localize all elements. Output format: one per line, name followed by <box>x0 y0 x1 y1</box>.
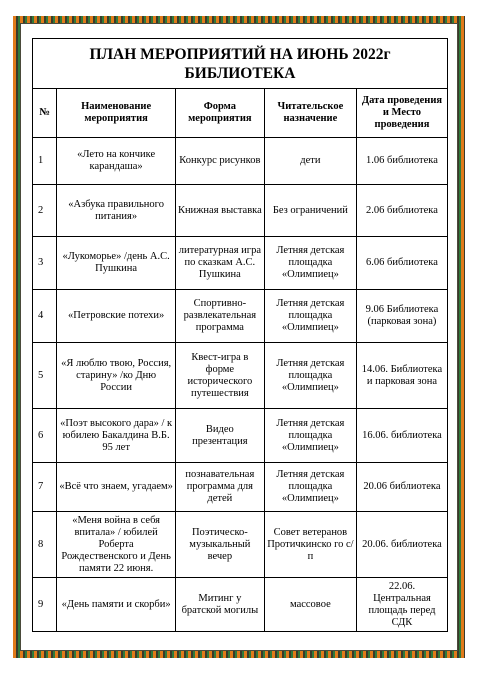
cell-date-place: 6.06 библиотека <box>356 237 447 290</box>
header-num: № <box>33 89 57 138</box>
cell-num: 4 <box>33 290 57 343</box>
cell-audience: Летняя детская площадка «Олимпиец» <box>264 237 356 290</box>
cell-name: «Лето на кончике карандаша» <box>57 138 176 185</box>
table-row <box>33 185 448 237</box>
cell-name: «Азбука правильного питания» <box>57 185 176 237</box>
cell-num: 6 <box>33 409 57 463</box>
table-row <box>33 138 448 185</box>
table-row <box>33 290 448 343</box>
cell-name: «Лукоморье» /день А.С. Пушкина <box>57 237 176 290</box>
cell-form: Конкурс рисунков <box>175 138 264 185</box>
cell-audience: Совет ветеранов Протичкинско го с/п <box>264 512 356 578</box>
cell-date-place: 22.06. Центральная площадь перед СДК <box>356 578 447 632</box>
header-form: Форма мероприятия <box>175 89 264 138</box>
table-row <box>33 512 448 578</box>
cell-name: «Поэт высокого дара» / к юбилею Бакалдина В.Б. 95 лет <box>57 409 176 463</box>
cell-date-place: 1.06 библиотека <box>356 138 447 185</box>
cell-audience: дети <box>264 138 356 185</box>
cell-num: 5 <box>33 343 57 409</box>
cell-audience: Летняя детская площадка «Олимпиец» <box>264 290 356 343</box>
cell-num: 3 <box>33 237 57 290</box>
cell-date-place: 16.06. библиотека <box>356 409 447 463</box>
table-row <box>33 463 448 512</box>
cell-form: Поэтическо-музыкальный вечер <box>175 512 264 578</box>
cell-date-place: 20.06. библиотека <box>356 512 447 578</box>
header-name: Наименование мероприятия <box>57 89 176 138</box>
header-audience: Читательское назначение <box>264 89 356 138</box>
header-row <box>33 89 448 138</box>
cell-name: «Всё что знаем, угадаем» <box>57 463 176 512</box>
cell-name: «День памяти и скорби» <box>57 578 176 632</box>
cell-audience: Летняя детская площадка «Олимпиец» <box>264 463 356 512</box>
cell-num: 1 <box>33 138 57 185</box>
title-row <box>33 39 448 89</box>
table-row <box>33 409 448 463</box>
cell-num: 7 <box>33 463 57 512</box>
cell-audience: Летняя детская площадка «Олимпиец» <box>264 343 356 409</box>
cell-form: познавательная программа для детей <box>175 463 264 512</box>
cell-num: 8 <box>33 512 57 578</box>
cell-num: 2 <box>33 185 57 237</box>
table-body <box>33 138 448 632</box>
cell-form: Видео презентация <box>175 409 264 463</box>
cell-name: «Меня война в себя впитала» / юбилей Роберта Рождественского и День памяти 22 июня. <box>57 512 176 578</box>
cell-form: Митинг у братской могилы <box>175 578 264 632</box>
cell-name: «Я люблю твою, Россия, старину» /ко Дню России <box>57 343 176 409</box>
cell-date-place: 2.06 библиотека <box>356 185 447 237</box>
table-row <box>33 343 448 409</box>
cell-date-place: 14.06. Библиотека и парковая зона <box>356 343 447 409</box>
cell-name: «Петровские потехи» <box>57 290 176 343</box>
cell-num: 9 <box>33 578 57 632</box>
plan-content <box>32 38 448 632</box>
table-row <box>33 578 448 632</box>
title-line-1: ПЛАН МЕРОПРИЯТИЙ НА ИЮНЬ 2022г <box>89 45 391 63</box>
cell-audience: Без ограничений <box>264 185 356 237</box>
header-date-place: Дата проведения и Место проведения <box>356 89 447 138</box>
events-table <box>32 38 448 632</box>
cell-form: литературная игра по сказкам А.С. Пушкина <box>175 237 264 290</box>
page-title <box>33 39 448 89</box>
title-line-2: БИБЛИОТЕКА <box>184 64 296 82</box>
table-row <box>33 237 448 290</box>
cell-audience: массовое <box>264 578 356 632</box>
cell-date-place: 9.06 Библиотека (парковая зона) <box>356 290 447 343</box>
cell-date-place: 20.06 библиотека <box>356 463 447 512</box>
cell-form: Спортивно-развлекательная программа <box>175 290 264 343</box>
cell-audience: Летняя детская площадка «Олимпиец» <box>264 409 356 463</box>
cell-form: Квест-игра в форме исторического путешествия <box>175 343 264 409</box>
cell-form: Книжная выставка <box>175 185 264 237</box>
